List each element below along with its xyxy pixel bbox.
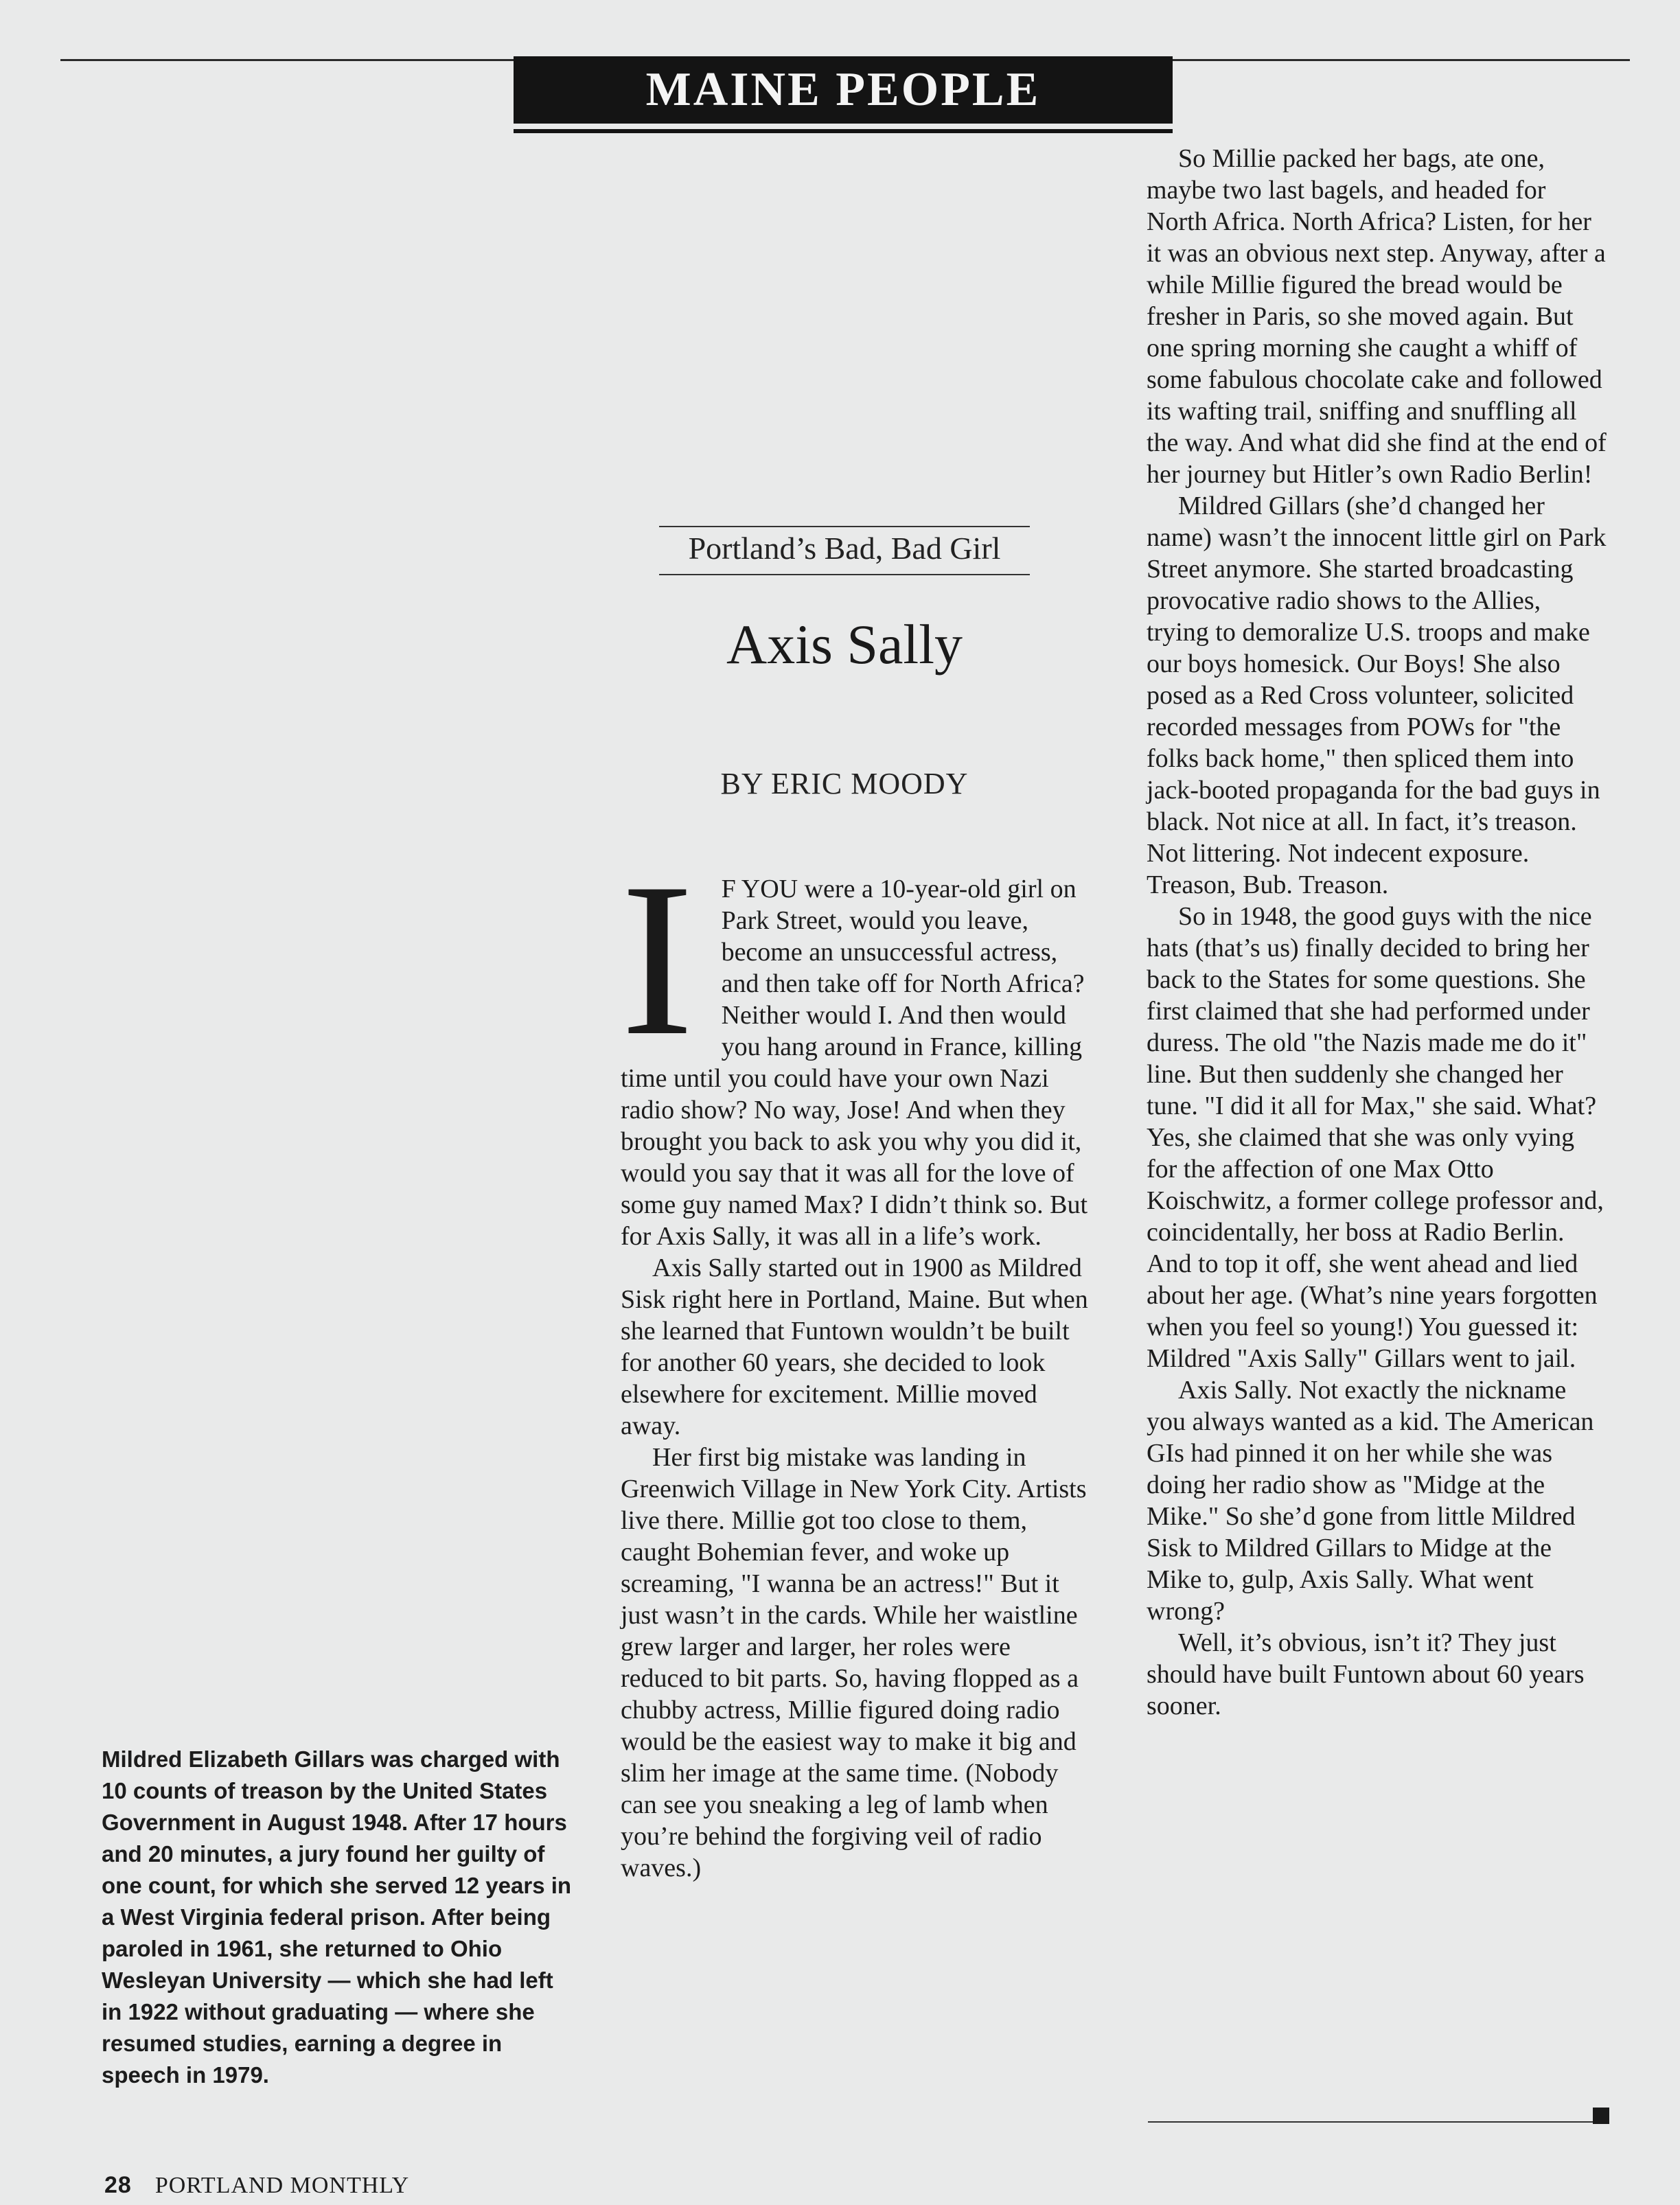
publication-name: PORTLAND MONTHLY xyxy=(154,2173,410,2198)
article-byline: BY ERIC MOODY xyxy=(720,767,969,800)
page-number: 28 xyxy=(104,2172,132,2198)
article-column-middle xyxy=(621,838,1093,1884)
paragraph: So Millie packed her bags, ate one, maybe two last bagels, and headed for North Africa. North Africa? Listen, for her it was an obvious next step. Anyway, after a while Millie figured the bread would be fresher in Paris, so she moved again. But one spring morning she caught a whiff of some fabulous chocolate cake and followed its wafting trail, sniffing and snuffling all the way. And what did she find at the end of her journey but Hitler’s own Radio Berlin! xyxy=(1147,144,1607,489)
article-column-right xyxy=(1147,143,1608,1722)
end-of-article-mark xyxy=(1593,2108,1609,2124)
paragraph: Her first big mistake was landing in Greenwich Village in New York City. Artists live there. Millie got too close to them, caught Bohemian fever, and woke up screaming, "I wanna be an actress!" But it just wasn’t in the cards. While her waistline grew larger and larger, her roles were reduced to bit parts. So, having flopped as a chubby actress, Millie figured doing radio would be the easiest way to make it big and slim her image at the same time. (Nobody can see you sneaking a leg of lamb when you’re behind the forgiving veil of radio waves.) xyxy=(621,1443,1087,1882)
paragraph: Axis Sally. Not exactly the nickname you always wanted as a kid. The American GIs had pinned it on her while she was doing her radio show as "Midge at the Mike." So she’d gone from little Mildred Sisk to Mildred Gillars to Midge at the Mike to, gulp, Axis Sally. What went wrong? xyxy=(1147,1376,1594,1626)
section-banner: MAINE PEOPLE xyxy=(514,56,1173,124)
paragraph: Axis Sally started out in 1900 as Mildred Sisk right here in Portland, Maine. But when she learned that Funtown wouldn’t be built for another 60 years, she decided to look elsewhere for excitement. Millie moved away. xyxy=(621,1254,1088,1440)
page-footer xyxy=(104,2172,409,2199)
paragraph: So in 1948, the good guys with the nice hats (that’s us) finally decided to bring her back to the States for some questions. She first claimed that she had performed under duress. The old "the Nazis made me do it" line. But then suddenly she changed her tune. "I did it all for Max," she said. What? Yes, she claimed that she was only vying for the affection of one Max Otto Koischwitz, a former college professor and, coincidentally, her boss at Radio Berlin. And to top it off, she went ahead and lied about her age. (What’s nine years forgotten when you feel so young!) You guessed it: Mildred "Axis Sally" Gillars went to jail. xyxy=(1147,902,1604,1373)
paragraph: Mildred Gillars (she’d changed her name) wasn’t the innocent little girl on Park Street anymore. She started broadcasting provocative radio shows to the Allies, trying to demoralize U.S. troops and make our boys homesick. Our Boys! She also posed as a Red Cross volunteer, solicited recorded messages from POWs for "the folks back home," then spliced them into jack-booted propaganda for the bad guys in black. Not nice at all. In fact, it’s treason. Not littering. Not indecent exposure. Treason, Bub. Treason. xyxy=(1147,492,1607,899)
paragraph: F YOU were a 10-year-old girl on Park Street, would you leave, become an unsuccessful actress, and then take off for North Africa? Neither would I. And then would you hang around in France, killing time until you could have your own Nazi radio show? No way, Jose! And when they brought you back to ask you why you did it, would you say that it was all for the love of some guy named Max? I didn’t think so. But for Axis Sally, it was all in a life’s work. xyxy=(621,875,1088,1251)
end-rule xyxy=(1148,2121,1601,2123)
banner-underline xyxy=(514,129,1173,133)
paragraph: Well, it’s obvious, isn’t it? They just should have built Funtown about 60 years sooner. xyxy=(1147,1628,1585,1720)
photo-caption: Mildred Elizabeth Gillars was charged with 10 counts of treason by the United States Government in August 1948. After 17 hours and 20 minutes, a jury found her guilty of one count, for which she served 12 years in a West Virginia federal prison. After being paroled in 1961, she returned to Ohio Wesleyan University — which she had left in 1922 without graduating — where she resumed studies, earning a degree in speech in 1979. xyxy=(102,1746,572,2088)
kicker-rule-bottom xyxy=(659,574,1030,575)
kicker-rule-top xyxy=(659,526,1030,527)
article-title: Axis Sally xyxy=(726,613,963,676)
drop-cap: I xyxy=(621,838,694,1081)
article-kicker: Portland’s Bad, Bad Girl xyxy=(688,531,1001,566)
